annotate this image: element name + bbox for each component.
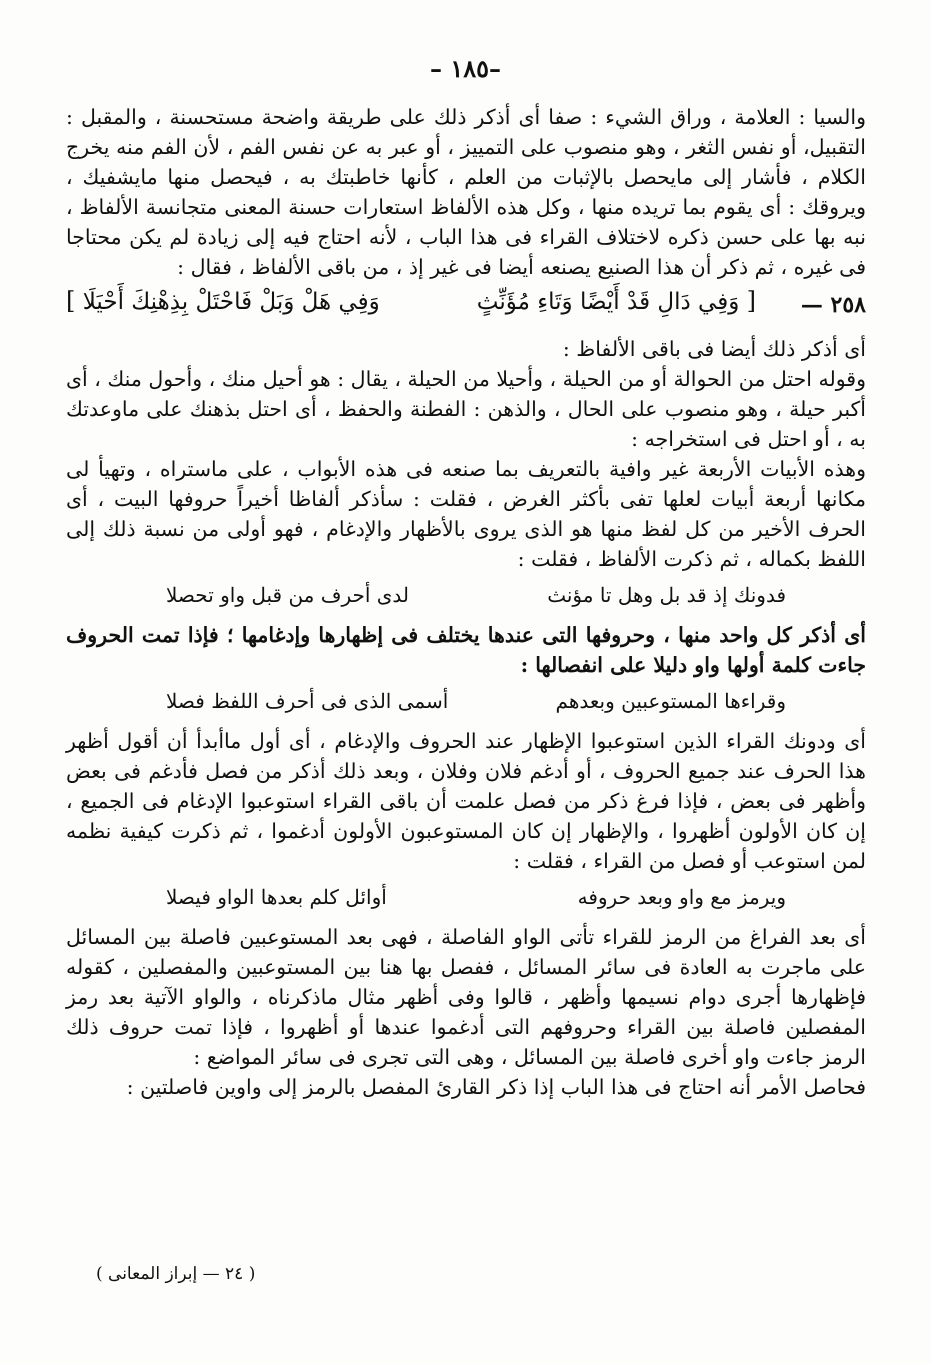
verse-number: ٢٥٨ — [800,292,866,318]
poem-line [66,684,866,720]
paragraph: أى أذكر كل واحد منها ، وحروفها التى عندها يختلف فى إظهارها وإدغامها ؛ فإذا تمت الحروف جاءت كلمة أولها واو دليلا على انفصالها : [66,623,866,677]
verse-open-bracket: [ [746,287,756,315]
poem-line [66,880,866,916]
paragraph: أى أذكر ذلك أيضا فى باقى الألفاظ : [562,337,866,361]
poem-first-half: فدونك إذ قد بل وهل تا مؤنث [547,583,786,607]
paragraph: أى بعد الفراغ من الرمز للقراء تأتى الواو الفاصلة ، فهى بعد المستوعبين فاصلة بين المسائل على ماجرت به العادة فى سائر المسائل ، ففصل بها هنا بين المستوعبين والمفصلين ، كقوله فإظهارها أجرى دوام نسيمها وأظهر ، قالوا وفى أظهر مثال ماذكرناه ، والواو الآتية بعد رمز المفصلين فاصلة بين القراء وحروفهم التى أدغموا عندها أو أظهروا ، فإذا تمت حروف ذلك الرمز جاءت واو أخرى فاصلة بين المسائل ، وهى التى تجرى فى سائر المواضع : [66,925,866,1069]
verse-258 [66,286,866,326]
paragraph: والسيا : العلامة ، وراق الشيء : صفا أى أذكر ذلك على طريقة واضحة مستحسنة ، والمقبل : التقبيل، أو نفس الثغر ، وهو منصوب على التمييز ، أو عبر به عن نفس الفم ، لأن الفم منه يخرج الكلام ، فأشار إلى مايحصل بالإثبات من العلم ، كأنها خاطبتك به ، فيحصل منها مايشفيك ، ويروقك : أى يقوم بما تريده منها ، وكل هذه الألفاظ استعارات حسنة المعنى متجانسة الألفاظ ، نبه بها على حسن ذكره لاختلاف القراء فى هذا الباب ، لأنه احتاج فيه إلى زيادة لم يكن محتاجا فى غيره ، ثم ذكر أن هذا الصنيع يصنعه أيضا فى غير إذ ، من باقى الألفاظ ، فقال : [66,105,866,279]
main-text [66,102,866,1102]
poem-second-half: لدى أحرف من قبل واو تحصلا [166,583,410,607]
footer-signature: ( ٢٤ — إبراز المعانى ) [96,1264,256,1284]
paragraph: وقوله احتل من الحوالة أو من الحيلة ، وأحيلا من الحيلة ، يقال : هو أحيل منك ، وأحول منك ، أى أكبر حيلة ، وهو منصوب على الحال ، والذهن : الفطنة والحفظ ، أى احتل بذهنك على ماوعدتك به ، أو احتل فى استخراجه : [66,367,866,451]
verse-second-half-text: وَفِي هَلْ وَبَلْ فَاحْتَلْ بِذِهْنِكَ أَحْيَلَا [82,289,380,315]
poem-second-half: أوائل كلم بعدها الواو فيصلا [166,885,387,909]
verse-first-half-text: وَفِي دَالِ قَدْ أَيْضًا وَتَاءِ مُؤَنِّثٍ [476,289,740,315]
poem-line [66,578,866,614]
verse-second-half [66,286,380,317]
paragraph: فحاصل الأمر أنه احتاج فى هذا الباب إذا ذكر القارئ المفصل بالرمز إلى واوين فاصلتين : [126,1075,866,1099]
poem-first-half: وقراءها المستوعبين وبعدهم [555,689,786,713]
verse-first-half [477,286,756,317]
poem-first-half: ويرمز مع واو وبعد حروفه [577,885,786,909]
poem-second-half: أسمى الذى فى أحرف اللفظ فصلا [166,689,449,713]
verse-close-bracket: ] [66,287,76,315]
paragraph: أى ودونك القراء الذين استوعبوا الإظهار عند الحروف والإدغام ، أى أول ماأبدأ أن أقول أظهر هذا الحرف عند جميع الحروف ، أو أدغم فلان وفلان ، وبعد ذلك أذكر من فصل فأدغم فى بعض وأظهر فى بعض ، فإذا فرغ ذكر من فصل علمت أن باقى القراء استوعبوا الإدغام فى الجميع ، إن كان الأولون أظهروا ، والإظهار إن كان المستوعبون الأولون أدغموا ، ثم ذكرت كيفية نظمه لمن استوعب أو فصل من القراء ، فقلت : [66,729,866,873]
paragraph: وهذه الأبيات الأربعة غير وافية بالتعريف بما صنعه فى هذه الأبواب ، على ماستراه ، وتهيأ لى مكانها أربعة أبيات لعلها تفى بأكثر الغرض ، فقلت : سأذكر ألفاظا أخيراً حروفها البيت ، أى الحرف الأخير من كل لفظ منها هو الذى يروى بالأظهار والإدغام ، فهو أولى من نسبة ذلك إلى اللفظ بكماله ، ثم ذكرت الألفاظ ، فقلت : [66,457,866,571]
page-number: –١٨٥ – [429,54,502,83]
